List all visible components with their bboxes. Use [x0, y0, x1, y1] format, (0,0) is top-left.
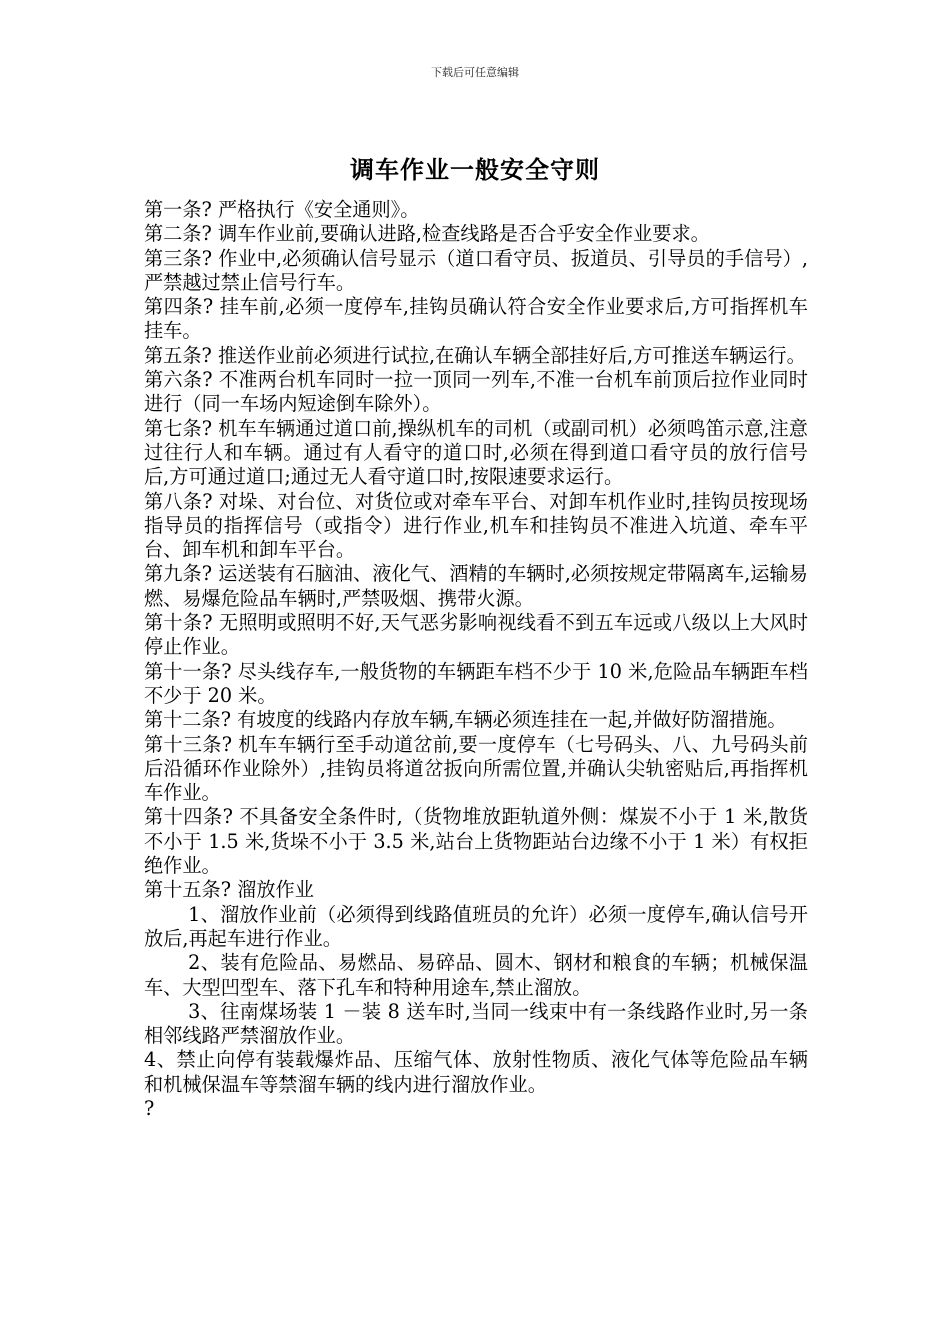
article-11: 第十一条? 尽头线存车,一般货物的车辆距车档不少于 10 米,危险品车辆距车档不少于 20 米。 [144, 659, 808, 707]
article-3: 第三条? 作业中,必须确认信号显示（道口看守员、扳道员、引导员的手信号）,严禁越过禁止信号行车。 [144, 246, 808, 294]
document-title: 调车作业一般安全守则 [350, 156, 600, 184]
article-9: 第九条? 运送装有石脑油、液化气、酒精的车辆时,必须按规定带隔离车,运输易燃、易爆危险品车辆时,严禁吸烟、携带火源。 [144, 562, 808, 610]
article-12: 第十二条? 有坡度的线路内存放车辆,车辆必须连挂在一起,并做好防溜措施。 [144, 708, 787, 732]
article-15-item-3: 3、往南煤场装 1 －装 8 送车时,当同一线束中有一条线路作业时,另一条相邻线路严禁溜放作业。 [144, 999, 808, 1048]
article-7: 第七条? 机车车辆通过道口前,操纵机车的司机（或副司机）必须鸣笛示意,注意过往行人和车辆。通过有人看守的道口时,必须在得到道口看守员的放行信号后,方可通过道口;通过无人看守道口时,按限速要求运行。 [144, 416, 808, 489]
article-6: 第六条? 不准两台机车同时一拉一顶同一列车,不准一台机车前顶后拉作业同时进行（同一车场内短途倒车除外）。 [144, 368, 808, 416]
article-4: 第四条? 挂车前,必须一度停车,挂钩员确认符合安全作业要求后,方可指挥机车挂车。 [144, 295, 808, 343]
article-14: 第十四条? 不具备安全条件时,（货物堆放距轨道外侧：煤炭不小于 1 米,散货不小于 1.5 米,货垛不小于 3.5 米,站台上货物距站台边缘不小于 1 米）有权拒绝作业。 [144, 805, 808, 878]
article-8: 第八条? 对垛、对台位、对货位或对牵车平台、对卸车机作业时,挂钩员按现场指导员的指挥信号（或指令）进行作业,机车和挂钩员不准进入坑道、牵车平台、卸车机和卸车平台。 [144, 489, 808, 562]
document-body [144, 198, 808, 1121]
article-1: 第一条? 严格执行《安全通则》。 [144, 198, 420, 221]
article-15-item-2: 2、装有危险品、易燃品、易碎品、圆木、钢材和粮食的车辆；机械保温车、大型凹型车、落下孔车和特种用途车,禁止溜放。 [144, 951, 808, 999]
article-10: 第十条? 无照明或照明不好,天气恶劣影响视线看不到五车远或八级以上大风时停止作业。 [144, 611, 808, 659]
article-5: 第五条? 推送作业前必须进行试拉,在确认车辆全部挂好后,方可推送车辆运行。 [144, 343, 806, 367]
article-15-heading: 第十五条? 溜放作业 [144, 878, 314, 902]
article-13: 第十三条? 机车车辆行至手动道岔前,要一度停车（七号码头、八、九号码头前后沿循环作业除外）,挂钩员将道岔扳向所需位置,并确认尖轨密贴后,再指挥机车作业。 [144, 732, 808, 805]
article-15-item-1: 1、溜放作业前（必须得到线路值班员的允许）必须一度停车,确认信号开放后,再起车进行作业。 [144, 902, 808, 950]
article-2: 第二条? 调车作业前,要确认进路,检查线路是否合乎安全作业要求。 [144, 222, 710, 246]
article-15-item-4: 4、禁止向停有装载爆炸品、压缩气体、放射性物质、液化气体等危险品车辆和机械保温车等禁溜车辆的线内进行溜放作业。 [144, 1048, 808, 1096]
page-header-note: 下载后可任意编辑 [431, 66, 519, 79]
trailing-mark: ? [144, 1096, 155, 1120]
